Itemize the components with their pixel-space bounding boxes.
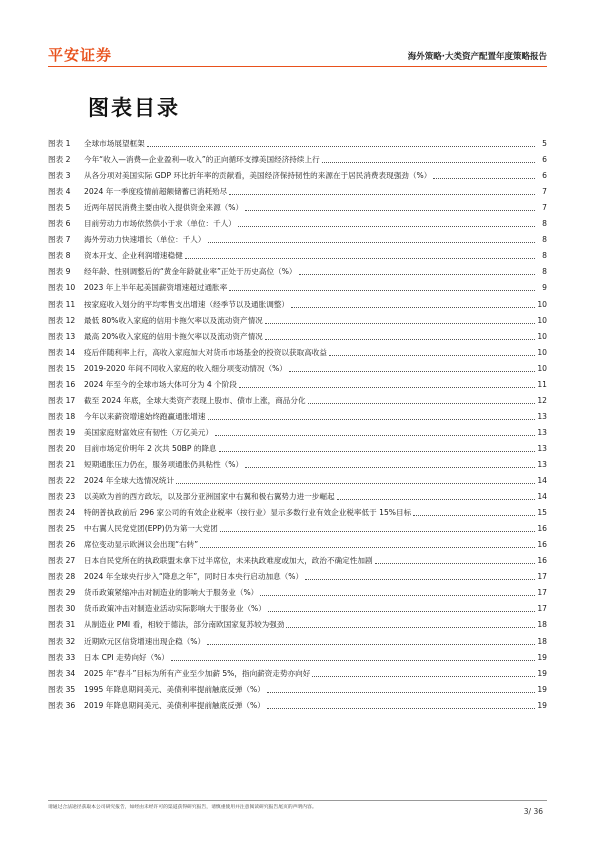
toc-entry[interactable] bbox=[48, 229, 547, 245]
dot-leader bbox=[299, 274, 535, 275]
toc-entry-title: 特朗普执政前后 296 家公司的有效企业税率（按行业）显示多数行业有效企业税率低于 15%目标 bbox=[84, 508, 412, 518]
dot-leader bbox=[268, 611, 535, 612]
toc-entry-page: 17 bbox=[537, 604, 547, 614]
toc-entry[interactable] bbox=[48, 165, 547, 181]
toc-entry-page: 10 bbox=[537, 363, 547, 373]
toc-entry[interactable] bbox=[48, 293, 547, 309]
toc-entry[interactable] bbox=[48, 277, 547, 293]
toc-entry[interactable] bbox=[48, 374, 547, 390]
dot-leader bbox=[229, 194, 535, 195]
toc-entry-label: 图表 35 bbox=[48, 684, 76, 694]
toc-entry[interactable] bbox=[48, 310, 547, 326]
dot-leader bbox=[239, 387, 535, 388]
toc-entry-label: 图表 19 bbox=[48, 427, 76, 437]
toc-entry-title: 经年龄、性别调整后的“黄金年龄就业率”正处于历史高位（%） bbox=[84, 267, 297, 277]
toc-entry-page: 16 bbox=[537, 524, 547, 534]
dot-leader bbox=[208, 419, 536, 420]
dot-leader bbox=[267, 708, 535, 709]
toc-entry[interactable] bbox=[48, 406, 547, 422]
toc-entry-title: 按家庭收入划分的平均零售支出增速（经季节以及通胀调整） bbox=[84, 299, 290, 309]
toc-entry-page: 10 bbox=[537, 299, 547, 309]
footer-disclaimer: 请通过合法途径获取本公司研究报告，如经由未经许可的渠道获得研究报告，请慎重使用并注意阅读研究报告尾页的声明内容。 bbox=[48, 805, 317, 810]
toc-entry[interactable] bbox=[48, 502, 547, 518]
toc-entry-title: 货币政策紧缩冲击对制造业的影响大于服务业（%） bbox=[84, 588, 259, 598]
toc-entry-label: 图表 34 bbox=[48, 668, 76, 678]
toc-entry[interactable] bbox=[48, 342, 547, 358]
dot-leader bbox=[245, 467, 535, 468]
toc-entry-page: 14 bbox=[537, 476, 547, 486]
toc-entry-page: 18 bbox=[537, 620, 547, 630]
toc-entry-label: 图表 27 bbox=[48, 556, 76, 566]
toc-entry-label: 图表 8 bbox=[48, 251, 71, 261]
toc-entry-label: 图表 11 bbox=[48, 299, 76, 309]
dot-leader bbox=[308, 403, 535, 404]
toc-entry-page: 14 bbox=[537, 492, 547, 502]
toc-entry-page: 10 bbox=[537, 347, 547, 357]
toc-entry-label: 图表 22 bbox=[48, 476, 76, 486]
toc-entry-label: 图表 26 bbox=[48, 540, 76, 550]
toc-entry-label: 图表 33 bbox=[48, 652, 76, 662]
toc-entry-title: 2019-2020 年间不同收入家庭的收入细分项变动情况（%） bbox=[84, 363, 287, 373]
toc-entry[interactable] bbox=[48, 149, 547, 165]
toc-entry[interactable] bbox=[48, 614, 547, 630]
toc-entry-title: 今年“收入—消费—企业盈利—收入”的正向循环支撑美国经济持续上行 bbox=[84, 155, 320, 165]
dot-leader bbox=[147, 146, 535, 147]
toc-entry-page: 13 bbox=[537, 411, 547, 421]
toc-entry-title: 短期通胀压力仍在，服务项通胀仍具粘性（%） bbox=[84, 459, 244, 469]
toc-entry-title: 中右翼人民党党团(EPP)仍为第一大党团 bbox=[84, 524, 218, 534]
toc-heading: 图表目录 bbox=[88, 96, 180, 120]
dot-leader bbox=[208, 242, 536, 243]
toc-entry-label: 图表 32 bbox=[48, 636, 76, 646]
toc-entry-title: 最低 80%收入家庭的信用卡拖欠率以及流动资产情况 bbox=[84, 315, 263, 325]
toc-entry-title: 1995 年降息期间美元、美债利率提前触底反弹（%） bbox=[84, 684, 265, 694]
dot-leader bbox=[215, 435, 535, 436]
toc-entry[interactable] bbox=[48, 486, 547, 502]
toc-entry-page: 8 bbox=[542, 219, 547, 229]
toc-entry-page: 8 bbox=[542, 267, 547, 277]
toc-entry-page: 9 bbox=[542, 283, 547, 293]
toc-entry-label: 图表 2 bbox=[48, 155, 71, 165]
dot-leader bbox=[171, 660, 535, 661]
toc-entry-page: 18 bbox=[537, 636, 547, 646]
toc-entry[interactable] bbox=[48, 647, 547, 663]
toc-entry-title: 以美欧为首的西方政坛，以及部分亚洲国家中右翼和极右翼势力进一步崛起 bbox=[84, 492, 335, 502]
toc-entry-label: 图表 4 bbox=[48, 187, 71, 197]
toc-entry-page: 5 bbox=[542, 139, 547, 149]
toc-entry[interactable] bbox=[48, 598, 547, 614]
toc-entry[interactable] bbox=[48, 422, 547, 438]
toc-entry-label: 图表 18 bbox=[48, 411, 76, 421]
toc-entry-label: 图表 30 bbox=[48, 604, 76, 614]
toc-entry-title: 从各分项对美国实际 GDP 环比折年率的贡献看，美国经济保持韧性的来源在于居民消费表现强劲（%） bbox=[84, 171, 432, 181]
toc-entry[interactable] bbox=[48, 663, 547, 679]
dot-leader bbox=[413, 515, 535, 516]
toc-entry-label: 图表 13 bbox=[48, 331, 76, 341]
dot-leader bbox=[176, 483, 535, 484]
dot-leader bbox=[337, 499, 535, 500]
toc-entry-title: 全球市场展望框架 bbox=[84, 139, 145, 149]
toc-entry-title: 货币政策冲击对制造业活动实际影响大于服务业（%） bbox=[84, 604, 266, 614]
toc-entry-title: 美国家庭财富效应有韧性（万亿美元） bbox=[84, 427, 214, 437]
toc-entry-label: 图表 12 bbox=[48, 315, 76, 325]
toc-entry-page: 10 bbox=[537, 315, 547, 325]
toc-entry[interactable] bbox=[48, 181, 547, 197]
dot-leader bbox=[289, 371, 535, 372]
toc-entry-title: 资本开支、企业利润增速稳健 bbox=[84, 251, 183, 261]
toc-entry-title: 最高 20%收入家庭的信用卡拖欠率以及流动资产情况 bbox=[84, 331, 263, 341]
toc-entry[interactable] bbox=[48, 630, 547, 646]
toc-entry-title: 席位变动显示欧洲议会出现“右转” bbox=[84, 540, 199, 550]
toc-entry-title: 近两年居民消费主要由收入提供资金来源（%） bbox=[84, 203, 244, 213]
toc-entry[interactable] bbox=[48, 438, 547, 454]
dot-leader bbox=[260, 595, 535, 596]
company-logo: 平安证券 bbox=[48, 46, 113, 64]
dot-leader bbox=[291, 307, 535, 308]
toc-entry-page: 12 bbox=[537, 395, 547, 405]
dot-leader bbox=[267, 692, 535, 693]
dot-leader bbox=[238, 226, 535, 227]
toc-entry-title: 目前劳动力市场依然供小于求（单位：千人） bbox=[84, 219, 236, 229]
toc-entry-title: 2019 年降息期间美元、美债利率提前触底反弹（%） bbox=[84, 700, 265, 710]
toc-entry-title: 疫后伴随利率上行，高收入家庭加大对货币市场基金的投资以获取高收益 bbox=[84, 347, 327, 357]
toc-entry[interactable] bbox=[48, 197, 547, 213]
toc-entry-label: 图表 23 bbox=[48, 492, 76, 502]
toc-entry-page: 19 bbox=[537, 700, 547, 710]
toc-entry[interactable] bbox=[48, 213, 547, 229]
toc-entry-label: 图表 21 bbox=[48, 459, 76, 469]
toc-entry-title: 2025 年“春斗”目标为所有产业至少加薪 5%，指向薪资走势亦向好 bbox=[84, 668, 311, 678]
toc-entry-page: 19 bbox=[537, 668, 547, 678]
toc-entry-title: 海外劳动力快速增长（单位：千人） bbox=[84, 235, 206, 245]
toc-entry-title: 2024 年全球大选情况统计 bbox=[84, 476, 175, 486]
toc-entry[interactable] bbox=[48, 695, 547, 711]
toc-entry-page: 6 bbox=[542, 171, 547, 181]
toc-entry-page: 19 bbox=[537, 684, 547, 694]
toc-entry-page: 6 bbox=[542, 155, 547, 165]
dot-leader bbox=[207, 644, 535, 645]
toc-entry-label: 图表 6 bbox=[48, 219, 71, 229]
toc-entry-label: 图表 3 bbox=[48, 171, 71, 181]
toc-entry-title: 日本自民党所在的执政联盟未拿下过半席位，未来执政难度或加大，政治不确定性加剧 bbox=[84, 556, 373, 566]
toc-entry[interactable] bbox=[48, 245, 547, 261]
toc-entry[interactable] bbox=[48, 133, 547, 149]
toc-entry-page: 16 bbox=[537, 556, 547, 566]
dot-leader bbox=[265, 323, 535, 324]
toc-entry-page: 7 bbox=[542, 203, 547, 213]
dot-leader bbox=[200, 547, 535, 548]
dot-leader bbox=[375, 563, 535, 564]
toc-entry-page: 19 bbox=[537, 652, 547, 662]
toc-entry-title: 2024 年全球央行步入“降息之年”，同时日本央行启动加息（%） bbox=[84, 572, 304, 582]
toc-entry[interactable] bbox=[48, 261, 547, 277]
toc-entry[interactable] bbox=[48, 326, 547, 342]
toc-entry-title: 从制造业 PMI 看，相较于德法，部分南欧国家复苏较为强劲 bbox=[84, 620, 285, 630]
toc-entry-label: 图表 14 bbox=[48, 347, 76, 357]
toc-entry-title: 近期欧元区信贷增速出现企稳（%） bbox=[84, 636, 206, 646]
toc-entry-page: 13 bbox=[537, 443, 547, 453]
toc-entry-title: 2023 年上半年起美国薪资增速超过通胀率 bbox=[84, 283, 228, 293]
toc-entry-page: 17 bbox=[537, 588, 547, 598]
toc-entry[interactable] bbox=[48, 566, 547, 582]
toc-entry-label: 图表 17 bbox=[48, 395, 76, 405]
toc-entry-page: 8 bbox=[542, 251, 547, 261]
toc-entry-page: 10 bbox=[537, 331, 547, 341]
dot-leader bbox=[329, 355, 535, 356]
toc-entry-page: 8 bbox=[542, 235, 547, 245]
dot-leader bbox=[220, 531, 535, 532]
toc-entry-page: 13 bbox=[537, 459, 547, 469]
toc-entry[interactable] bbox=[48, 582, 547, 598]
dot-leader bbox=[286, 627, 535, 628]
toc-entry[interactable] bbox=[48, 390, 547, 406]
figure-list bbox=[48, 133, 547, 711]
report-header-title: 海外策略·大类资产配置年度策略报告 bbox=[407, 52, 547, 62]
toc-entry[interactable] bbox=[48, 470, 547, 486]
toc-entry-page: 13 bbox=[537, 427, 547, 437]
toc-entry-page: 17 bbox=[537, 572, 547, 582]
toc-entry-page: 16 bbox=[537, 540, 547, 550]
toc-entry[interactable] bbox=[48, 454, 547, 470]
dot-leader bbox=[245, 210, 535, 211]
toc-entry-label: 图表 36 bbox=[48, 700, 76, 710]
footer-divider bbox=[48, 800, 547, 801]
toc-entry-title: 截至 2024 年底，全球大类资产表现上股市、债市上涨，商品分化 bbox=[84, 395, 306, 405]
dot-leader bbox=[433, 178, 535, 179]
toc-entry-title: 目前市场定价明年 2 次共 50BP 的降息 bbox=[84, 443, 217, 453]
toc-entry[interactable] bbox=[48, 550, 547, 566]
dot-leader bbox=[185, 258, 535, 259]
toc-entry-title: 日本 CPI 走势向好（%） bbox=[84, 652, 169, 662]
toc-entry-label: 图表 29 bbox=[48, 588, 76, 598]
toc-entry-label: 图表 1 bbox=[48, 139, 71, 149]
toc-entry-page: 15 bbox=[537, 508, 547, 518]
dot-leader bbox=[305, 579, 535, 580]
toc-entry-label: 图表 5 bbox=[48, 203, 71, 213]
toc-entry[interactable] bbox=[48, 679, 547, 695]
toc-entry-label: 图表 31 bbox=[48, 620, 76, 630]
toc-entry-title: 2024 年一季度疫情前超额储蓄已消耗殆尽 bbox=[84, 187, 228, 197]
dot-leader bbox=[265, 339, 535, 340]
toc-entry-label: 图表 15 bbox=[48, 363, 76, 373]
page-number: 3/ 36 bbox=[523, 807, 543, 816]
toc-entry-page: 11 bbox=[537, 379, 547, 389]
toc-entry-page: 7 bbox=[542, 187, 547, 197]
toc-entry-label: 图表 9 bbox=[48, 267, 71, 277]
toc-entry-label: 图表 24 bbox=[48, 508, 76, 518]
toc-entry-title: 2024 年至今的全球市场大体可分为 4 个阶段 bbox=[84, 379, 237, 389]
toc-entry-label: 图表 7 bbox=[48, 235, 71, 245]
header-divider bbox=[48, 66, 547, 67]
toc-entry-title: 今年以来薪资增速始终跑赢通胀增速 bbox=[84, 411, 206, 421]
toc-entry[interactable] bbox=[48, 358, 547, 374]
toc-entry-label: 图表 28 bbox=[48, 572, 76, 582]
dot-leader bbox=[219, 451, 535, 452]
toc-entry[interactable] bbox=[48, 534, 547, 550]
toc-entry-label: 图表 20 bbox=[48, 443, 76, 453]
dot-leader bbox=[312, 676, 535, 677]
toc-entry[interactable] bbox=[48, 518, 547, 534]
toc-entry-label: 图表 10 bbox=[48, 283, 76, 293]
dot-leader bbox=[322, 162, 535, 163]
toc-entry-label: 图表 25 bbox=[48, 524, 76, 534]
dot-leader bbox=[229, 290, 535, 291]
toc-entry-label: 图表 16 bbox=[48, 379, 76, 389]
